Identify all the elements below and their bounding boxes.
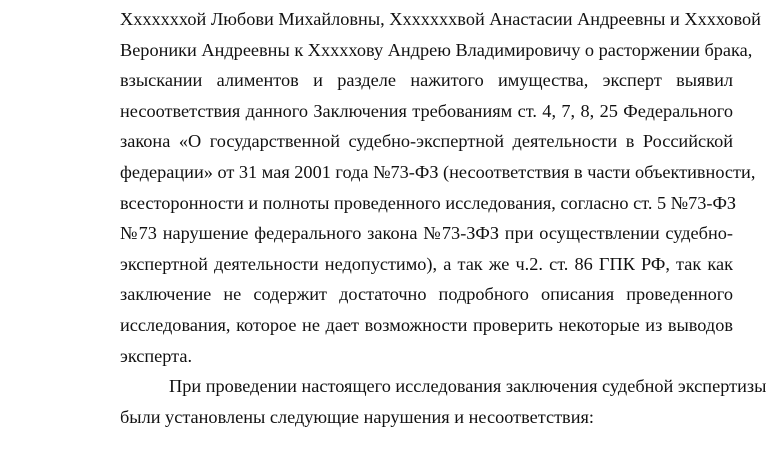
text-line: закона «О государственной судебно-экспертной деятельности в Российской	[120, 131, 733, 152]
text-line: всесторонности и полноты проведенного исследования, согласно ст. 5 №73-ФЗ	[120, 192, 737, 213]
text-line: эксперта.	[120, 345, 193, 366]
paragraph-violations-intro	[120, 371, 767, 432]
text-line: были установлены следующие нарушения и несоответствия:	[120, 406, 594, 427]
paragraph-findings	[120, 4, 761, 371]
text-line: несоответствия данного Заключения требованиям ст. 4, 7, 8, 25 Федерального	[120, 100, 733, 121]
text-line: экспертной деятельности недопустимо), а так же ч.2. ст. 86 ГПК РФ, так как	[120, 253, 733, 274]
text-line: взыскании алиментов и разделе нажитого имущества, эксперт выявил	[120, 70, 733, 91]
text-line: исследования, которое не дает возможности проверить некоторые из выводов	[120, 314, 733, 335]
text-line: При проведении настоящего исследования заключения судебной экспертизы	[169, 376, 767, 397]
text-line: Вероники Андреевны к Хххххову Андрею Владимировичу о расторжении брака,	[120, 39, 753, 60]
text-line: Хххххххой Любови Михайловны, Хххххххвой Анастасии Андреевны и Хххховой	[120, 9, 761, 29]
text-line: федерации» от 31 мая 2001 года №73-ФЗ (несоответствия в части объективности,	[120, 161, 756, 182]
text-line: заключение не содержит достаточно подробного описания проведенного	[120, 284, 733, 305]
text-line: №73 нарушение федерального закона №73-ЗФЗ при осуществлении судебно-	[120, 223, 733, 244]
document-text	[120, 4, 767, 432]
